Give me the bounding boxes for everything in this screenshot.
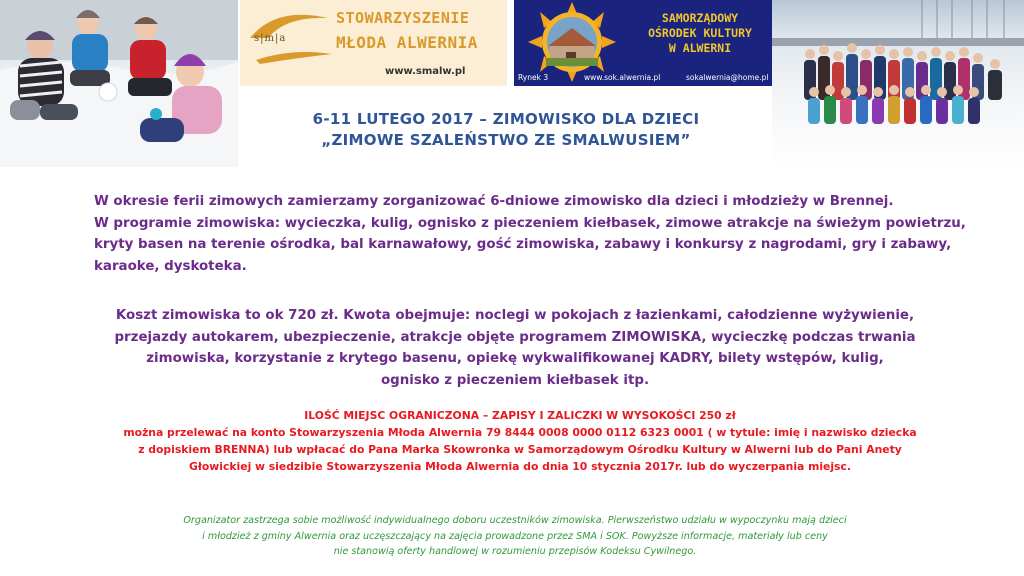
disclaimer bbox=[110, 513, 920, 560]
disclaimer-line: i młodzież z gminy Alwernia oraz uczęszczający na zajęcia prowadzone przez SMA i SOK. Powyższe informacje, materiały lub ceny bbox=[202, 530, 828, 542]
disclaimer-line: nie stanowią oferty handlowej w rozumieniu przepisów Kodeksu Cywilnego. bbox=[333, 546, 697, 557]
registration-notice bbox=[90, 407, 950, 475]
disclaimer-line: Organizator zastrzega sobie możliwość indywidualnego doboru uczestników zimowiska. Pierwszeństwo udziału w wypoczynku mają dzieci bbox=[183, 515, 847, 526]
cost-paragraph bbox=[100, 305, 930, 391]
intro-line: kryty basen na terenie ośrodka, bal karnawałowy, gość zimowiska, zabawy i konkursy z nagrodami, gry i zabawy, bbox=[94, 237, 952, 252]
group-photo bbox=[772, 0, 1024, 167]
sok-name-line2: OŚRODEK KULTURY bbox=[648, 26, 752, 40]
sok-address: Rynek 3 bbox=[518, 73, 549, 82]
cost-line: zimowiska, korzystanie z krytego basenu, opiekę wykwalifikowanej KADRY, bilety wstępów, kulig, bbox=[146, 351, 884, 366]
sok-name bbox=[632, 11, 768, 56]
intro-paragraph bbox=[94, 191, 970, 277]
cost-line: Koszt zimowiska to ok 720 zł. Kwota obejmuje: noclegi w pokojach z łazienkami, całodzienne wyżywienie, bbox=[115, 308, 915, 323]
registration-line: z dopiskiem BRENNA) lub wpłacać do Pana Marka Skowronka w Samorządowym Ośrodku Kultury w Alwerni lub do Pani Anety bbox=[138, 443, 902, 456]
sok-name-line3: W ALWERNI bbox=[668, 41, 732, 55]
sma-mark: s|m|a bbox=[254, 33, 287, 44]
registration-line: można przelewać na konto Stowarzyszenia Młoda Alwernia 79 8444 0008 0000 0112 6323 0001 ( w tytule: imię i nazwisko dziecka bbox=[123, 426, 917, 439]
sma-logo bbox=[240, 0, 507, 86]
registration-line: Głowickiej w siedzibie Stowarzyszenia Młoda Alwernia do dnia 10 stycznia 2017r. lub do wyczerpania miejsc. bbox=[189, 460, 851, 473]
event-title: 6-11 LUTEGO 2017 – ZIMOWISKO DLA DZIECI bbox=[312, 110, 700, 128]
cost-line: przejazdy autokarem, ubezpieczenie, atrakcje objęte programem ZIMOWISKA, wycieczkę podczas trwania bbox=[114, 329, 916, 345]
sma-website: www.smalw.pl bbox=[385, 66, 466, 77]
children-snow-photo bbox=[0, 0, 238, 167]
intro-line: karaoke, dyskoteka. bbox=[94, 258, 247, 274]
event-subtitle: „ZIMOWE SZALEŃSTWO ZE SMALWUSIEM” bbox=[321, 131, 691, 149]
sok-email: sokalwernia@home.pl bbox=[686, 73, 769, 82]
sok-name-line1: SAMORZĄDOWY bbox=[661, 11, 739, 25]
cost-line: ognisko z pieczeniem kiełbasek itp. bbox=[380, 372, 650, 388]
sok-website: www.sok.alwernia.pl bbox=[584, 73, 661, 82]
registration-heading: ILOŚĆ MIEJSC OGRANICZONA – ZAPISY I ZALICZKI W WYSOKOŚCI 250 zł bbox=[304, 409, 736, 422]
intro-line: W programie zimowiska: wycieczka, kulig, ognisko z pieczeniem kiełbasek, zimowe atrakcje na świeżym powietrzu, bbox=[94, 215, 966, 231]
sma-name-line2: MŁODA ALWERNIA bbox=[336, 33, 478, 52]
sma-name-line1: STOWARZYSZENIE bbox=[336, 9, 470, 27]
sok-logo bbox=[514, 0, 772, 86]
intro-line: W okresie ferii zimowych zamierzamy zorganizować 6-dniowe zimowisko dla dzieci i młodzieży w Brennej. bbox=[94, 194, 894, 209]
